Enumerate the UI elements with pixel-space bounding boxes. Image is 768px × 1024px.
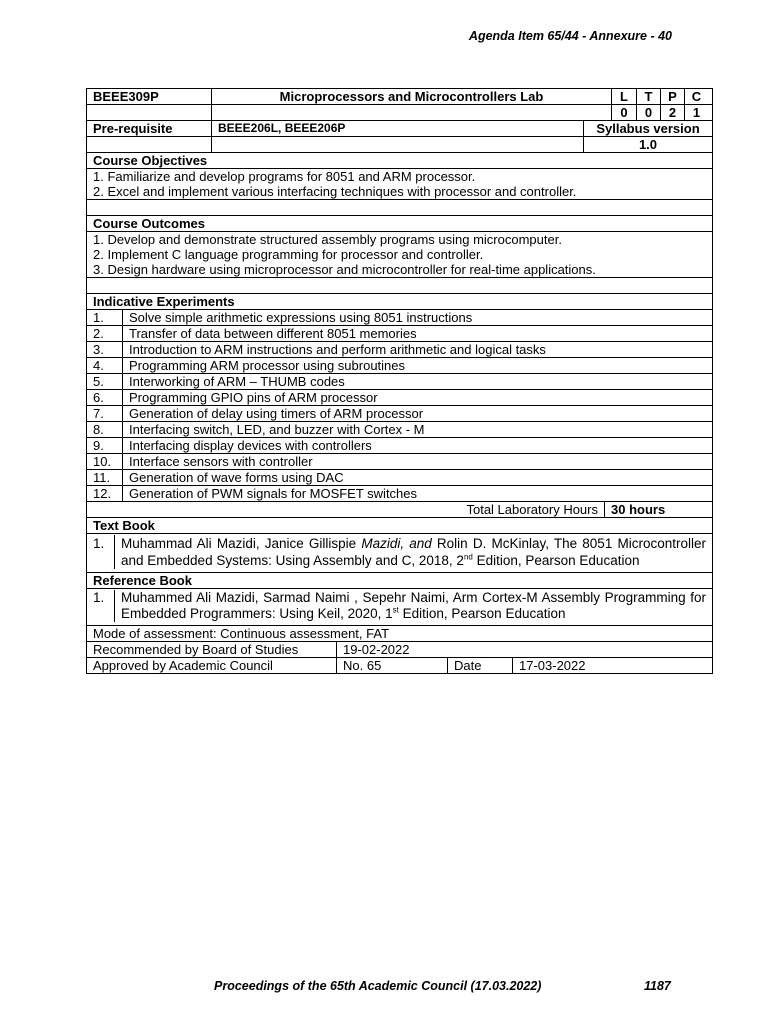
experiment-row [86,358,713,374]
experiment-title: Programming GPIO pins of ARM processor [129,390,378,405]
experiment-number: 3. [87,342,123,357]
reference-row [86,589,713,626]
outcomes-heading: Course Outcomes [93,216,205,231]
textbook-heading: Text Book [93,518,155,533]
course-code: BEEE309P [87,89,212,104]
outcomes-heading-row [86,216,713,232]
experiment-title: Introduction to ARM instructions and perform arithmetic and logical tasks [129,342,546,357]
experiment-number: 7. [87,406,123,421]
total-hours-row [86,502,713,518]
experiment-row [86,374,713,390]
outcome-item: 1. Develop and demonstrate structured assembly programs using microcomputer. [93,232,562,247]
textbook-authors: Muhammad Ali Mazidi, Janice Gillispie [121,536,357,551]
objective-item: 2. Excel and implement various interfacing techniques with processor and controller. [93,184,577,199]
experiments-heading-row [86,294,713,310]
reference-citation [115,590,712,622]
experiment-row [86,486,713,502]
textbook-number: 1. [87,535,115,569]
proceedings-footer: Proceedings of the 65th Academic Council (17.03.2022) [214,979,542,993]
syllabus-version-value: 1.0 [638,137,658,152]
experiment-row [86,470,713,486]
experiment-row [86,438,713,454]
experiment-number: 6. [87,390,123,405]
ltpc-values-row [86,105,713,121]
experiment-number: 1. [87,310,123,325]
textbook-heading-row [86,518,713,534]
syllabus-version-row [86,137,713,153]
ltpc-value-l: 0 [620,105,628,120]
experiment-row [86,342,713,358]
experiment-title: Interfacing switch, LED, and buzzer with Cortex - M [129,422,425,437]
experiment-row [86,326,713,342]
prerequisite-row [86,121,713,137]
experiments-heading: Indicative Experiments [93,294,235,309]
edition-superscript: nd [463,552,473,562]
ac-number: No. 65 [337,658,448,673]
empty-cell [87,137,212,152]
objectives-heading-row [86,153,713,169]
course-title-row [86,88,713,105]
reference-edition: Edition, Pearson Education [398,606,566,621]
experiment-number: 11. [87,470,123,485]
textbook-authors-italic: Mazidi, and [361,536,432,551]
experiment-row [86,422,713,438]
page-number: 1187 [644,979,671,993]
experiment-title: Interfacing display devices with controllers [129,438,372,453]
reference-heading-row [86,573,713,589]
experiment-title: Generation of wave forms using DAC [129,470,344,485]
ac-label: Approved by Academic Council [87,658,337,673]
spacer-row [86,278,713,294]
empty-cell [212,105,612,120]
ltpc-label-c: C [684,89,708,104]
ac-date: 17-03-2022 [519,658,586,673]
ltpc-values [612,105,708,120]
objectives-body [86,169,713,200]
edition-superscript: st [392,605,399,615]
course-title: Microprocessors and Microcontrollers Lab [212,89,612,104]
experiment-number: 8. [87,422,123,437]
empty-cell [212,137,584,152]
experiment-row [86,390,713,406]
experiment-number: 2. [87,326,123,341]
ltpc-label-p: P [660,89,684,104]
experiment-row [86,454,713,470]
bos-row [86,642,713,658]
empty-cell [87,105,212,120]
outcome-item: 2. Implement C language programming for processor and controller. [93,247,484,262]
textbook-row [86,534,713,573]
experiment-title: Interworking of ARM – THUMB codes [129,374,345,389]
experiment-number: 4. [87,358,123,373]
textbook-edition: Edition, Pearson Education [472,553,640,568]
experiment-title: Programming ARM processor using subroutines [129,358,406,373]
experiment-title: Transfer of data between different 8051 memories [129,326,417,341]
experiment-title: Generation of delay using timers of ARM processor [129,406,424,421]
ltpc-value-p: 2 [660,105,684,120]
prereq-value: BEEE206L, BEEE206P [212,121,584,136]
reference-text: Muhammed Ali Mazidi, Sarmad Naimi , Sepehr Naimi, Arm Cortex-M Assembly Programming for Embedded Programmers: Using Keil, 2020, 1 [121,590,706,621]
total-hours-value: 30 hours [611,502,666,517]
bos-date: 19-02-2022 [343,642,410,657]
objectives-heading: Course Objectives [93,153,208,168]
ltpc-value-c: 1 [684,105,708,120]
ltpc-labels [612,89,708,104]
experiment-title: Solve simple arithmetic expressions using 8051 instructions [129,310,473,325]
spacer-row [86,200,713,216]
total-hours-label: Total Laboratory Hours [460,502,605,517]
academic-council-row [86,658,713,674]
ltpc-label-l: L [620,89,628,104]
experiment-number: 10. [87,454,123,469]
bos-label: Recommended by Board of Studies [87,642,337,657]
textbook-rest: Rolin D. McKinlay, The 8051 Microcontroller and Embedded Systems: Using Assembly and C, 2018, 2 [121,536,706,568]
syllabus-version-label: Syllabus version [596,121,700,136]
ltpc-value-t: 0 [636,105,660,120]
experiment-number: 12. [87,486,123,501]
reference-number: 1. [87,590,115,622]
assessment-mode: Mode of assessment: Continuous assessment, FAT [93,626,390,641]
experiment-number: 5. [87,374,123,389]
ac-date-label: Date [448,658,513,673]
prereq-label: Pre-requisite [87,121,212,136]
agenda-header: Agenda Item 65/44 - Annexure - 40 [468,29,672,43]
outcomes-body [86,232,713,278]
experiment-title: Interface sensors with controller [129,454,313,469]
experiment-row [86,406,713,422]
assessment-row [86,626,713,642]
syllabus-table [86,88,713,674]
ltpc-label-t: T [636,89,660,104]
reference-heading: Reference Book [93,573,192,588]
objective-item: 1. Familiarize and develop programs for 8051 and ARM processor. [93,169,476,184]
experiment-row [86,310,713,326]
experiment-number: 9. [87,438,123,453]
experiment-title: Generation of PWM signals for MOSFET switches [129,486,418,501]
textbook-citation [115,535,712,569]
outcome-item: 3. Design hardware using microprocessor and microcontroller for real-time applications. [93,262,596,277]
